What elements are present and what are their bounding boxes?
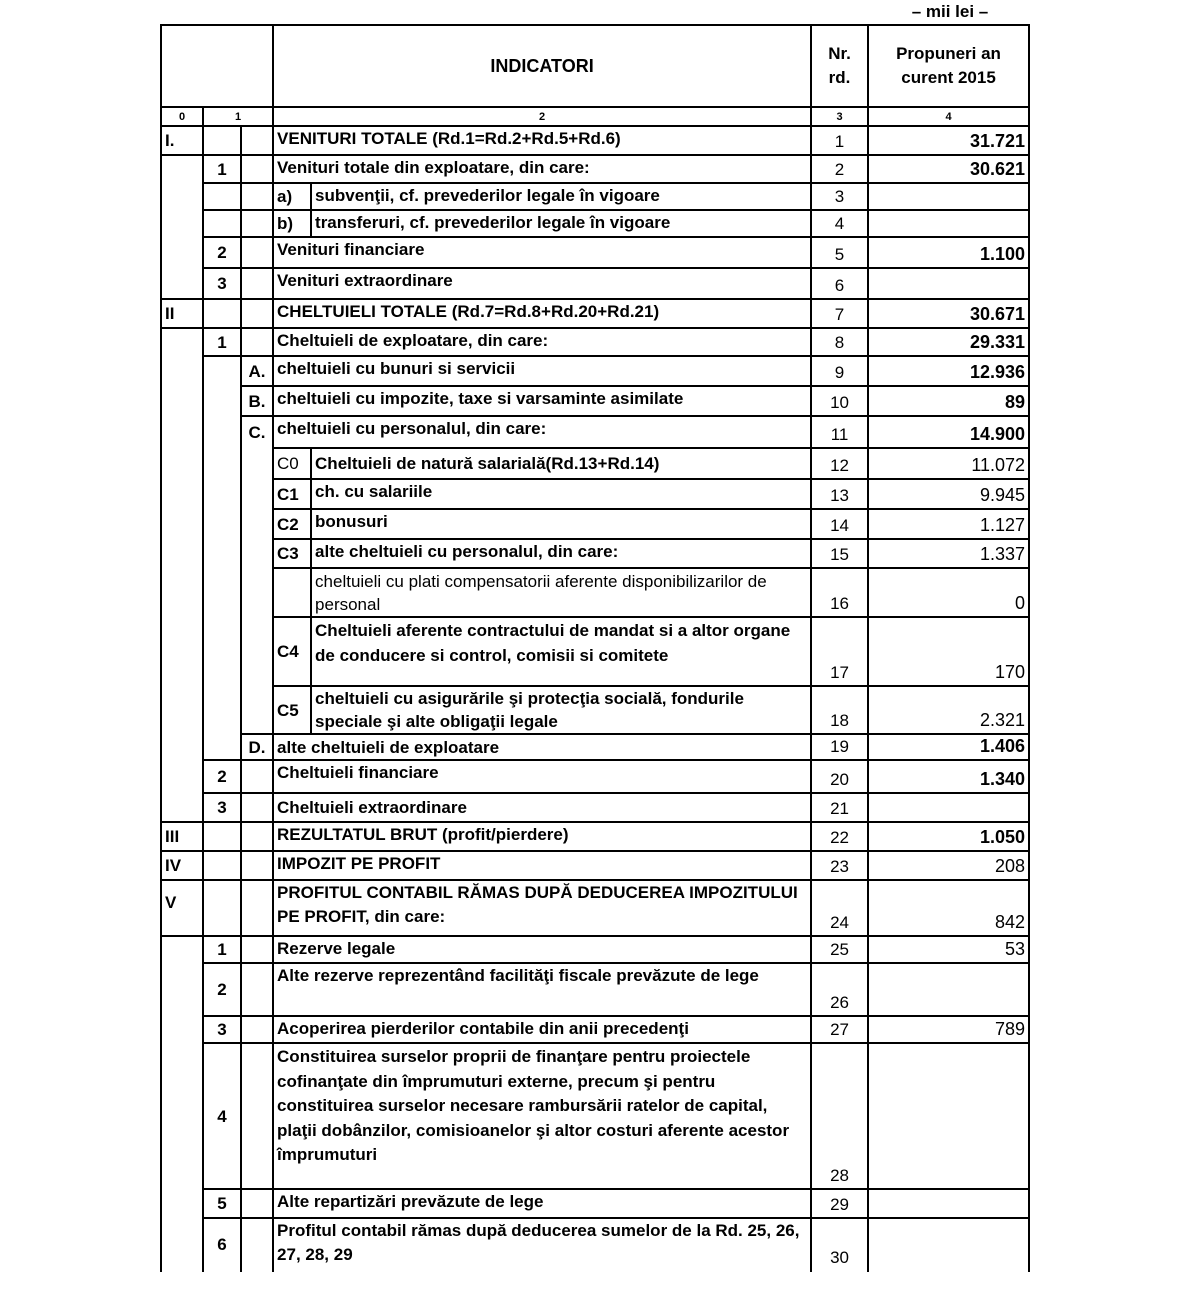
row-number: 25 [811,936,868,963]
row-number: 23 [811,851,868,880]
value-cell: 12.936 [868,356,1029,386]
indicator-text: alte cheltuieli de exploatare [273,734,811,760]
table-row [161,1016,1029,1043]
sub-code: C1 [273,479,311,509]
value-cell: 1.100 [868,237,1029,268]
sub-index: 2 [203,963,241,1016]
column-index-row [161,107,1029,126]
value-cell: 1.340 [868,760,1029,793]
value-cell [868,793,1029,822]
roman-index: IV [161,851,203,880]
indicator-text: Venituri extraordinare [273,268,811,299]
table-row [161,183,1029,210]
row-number: 30 [811,1218,868,1271]
value-cell: 14.900 [868,416,1029,448]
indicator-text: cheltuieli cu impozite, taxe si varsaminte asimilate [273,386,811,416]
table-row [161,386,1029,416]
row-number: 8 [811,328,868,356]
row-number: 11 [811,416,868,448]
table-row [161,210,1029,237]
sub-index: 2 [203,237,241,268]
value-cell: 11.072 [868,448,1029,479]
indicator-text: transferuri, cf. prevederilor legale în vigoare [311,210,811,237]
table-row [161,734,1029,760]
col-index-4: 4 [868,107,1029,126]
row-number: 15 [811,539,868,568]
value-cell: 89 [868,386,1029,416]
col-index-2: 2 [273,107,811,126]
table-row [161,416,1029,448]
row-number: 2 [811,155,868,183]
indicator-text: subvenţii, cf. prevederilor legale în vigoare [311,183,811,210]
value-cell: 842 [868,880,1029,936]
sub-code [273,568,311,617]
value-cell: 1.406 [868,734,1029,760]
row-number: 9 [811,356,868,386]
row-number: 18 [811,686,868,734]
budget-table [160,24,1030,1272]
value-cell: 170 [868,617,1029,686]
col-index-3: 3 [811,107,868,126]
sub-letter: b) [273,210,311,237]
table-row [161,617,1029,686]
table-row [161,760,1029,793]
row-number: 3 [811,183,868,210]
row-number: 12 [811,448,868,479]
row-number: 21 [811,793,868,822]
col-index-1: 1 [203,107,273,126]
row-number: 19 [811,734,868,760]
row-number: 24 [811,880,868,936]
letter-index: A. [241,356,273,386]
value-cell: 1.337 [868,539,1029,568]
row-number: 26 [811,963,868,1016]
table-row [161,568,1029,617]
indicator-text: CHELTUIELI TOTALE (Rd.7=Rd.8+Rd.20+Rd.21) [273,299,811,328]
table-row [161,237,1029,268]
roman-index: I. [161,126,203,155]
sub-index: 6 [203,1218,241,1271]
row-number: 20 [811,760,868,793]
indicator-text: Profitul contabil rămas după deducerea sumelor de la Rd. 25, 26, 27, 28, 29 [273,1218,811,1271]
indicator-text: cheltuieli cu personalul, din care: [273,416,811,448]
table-row [161,126,1029,155]
unit-label: – mii lei – [911,2,989,21]
value-cell [868,963,1029,1016]
indicator-text: REZULTATUL BRUT (profit/pierdere) [273,822,811,851]
sub-index: 3 [203,268,241,299]
sub-index: 1 [203,155,241,183]
letter-index: B. [241,386,273,416]
value-cell [868,268,1029,299]
indicator-text: Constituirea surselor proprii de finanţare pentru proiectele cofinanţate din împrumuturi externe, precum şi pentru constituirea surselor necesare rambursării ratelor de capital, plaţii dobânzilor, comisioanelor şi altor costuri aferente acestor împrumuturi [273,1043,811,1189]
table-row [161,851,1029,880]
sub-index: 2 [203,760,241,793]
sub-index: 3 [203,1016,241,1043]
value-cell: 1.050 [868,822,1029,851]
sub-index: 1 [203,328,241,356]
value-cell: 30.671 [868,299,1029,328]
indicator-text: Cheltuieli aferente contractului de mandat si a altor organe de conducere si control, comisii si comitete [311,617,811,686]
indicator-text: Cheltuieli de natură salarială(Rd.13+Rd.14) [311,448,811,479]
row-number: 13 [811,479,868,509]
row-number: 17 [811,617,868,686]
value-cell: 31.721 [868,126,1029,155]
sub-code: C3 [273,539,311,568]
row-number: 22 [811,822,868,851]
col-index-0: 0 [161,107,203,126]
roman-index: V [161,880,203,936]
indicator-text: Cheltuieli de exploatare, din care: [273,328,811,356]
value-cell [868,1189,1029,1218]
value-cell: 29.331 [868,328,1029,356]
table-row [161,936,1029,963]
sub-index: 5 [203,1189,241,1218]
value-cell [868,1043,1029,1189]
table-row [161,155,1029,183]
row-number: 14 [811,509,868,539]
value-cell: 30.621 [868,155,1029,183]
table-row [161,448,1029,479]
table-row [161,686,1029,734]
table-row [161,880,1029,936]
row-number: 6 [811,268,868,299]
row-number: 28 [811,1043,868,1189]
header-propuneri: Propuneri an curent 2015 [868,25,1029,107]
sub-code: C2 [273,509,311,539]
table-row [161,793,1029,822]
value-cell [868,210,1029,237]
indicator-text: Acoperirea pierderilor contabile din anii precedenţi [273,1016,811,1043]
table-row [161,1043,1029,1189]
table-row [161,328,1029,356]
table-row [161,479,1029,509]
row-number: 5 [811,237,868,268]
value-cell: 1.127 [868,509,1029,539]
roman-index: II [161,299,203,328]
indicator-text: cheltuieli cu asigurările şi protecţia socială, fondurile speciale şi alte obligaţii legale [311,686,811,734]
table-row [161,509,1029,539]
row-number: 29 [811,1189,868,1218]
sub-code: C0 [273,448,311,479]
table-row [161,963,1029,1016]
value-cell: 0 [868,568,1029,617]
sub-code: C4 [273,617,311,686]
sub-letter: a) [273,183,311,210]
table-body [161,25,1029,1271]
value-cell: 789 [868,1016,1029,1043]
letter-index: C. [241,416,273,448]
indicator-text: IMPOZIT PE PROFIT [273,851,811,880]
row-number: 7 [811,299,868,328]
indicator-text: Venituri totale din exploatare, din care: [273,155,811,183]
value-cell [868,1218,1029,1271]
header-row [161,25,1029,107]
indicator-text: cheltuieli cu bunuri si servicii [273,356,811,386]
sub-code: C5 [273,686,311,734]
value-cell: 53 [868,936,1029,963]
indicator-text: ch. cu salariile [311,479,811,509]
roman-index: III [161,822,203,851]
table-row [161,822,1029,851]
row-number: 10 [811,386,868,416]
table-row [161,268,1029,299]
indicator-text: Cheltuieli financiare [273,760,811,793]
table-row [161,1218,1029,1271]
row-number: 16 [811,568,868,617]
table-row [161,356,1029,386]
letter-index: D. [241,734,273,760]
indicator-text: bonusuri [311,509,811,539]
indicator-text: Alte repartizări prevăzute de lege [273,1189,811,1218]
value-cell: 2.321 [868,686,1029,734]
indicator-text: Venituri financiare [273,237,811,268]
table-row [161,299,1029,328]
row-number: 27 [811,1016,868,1043]
header-indicatori: INDICATORI [273,25,811,107]
table-row [161,1189,1029,1218]
row-number: 1 [811,126,868,155]
indicator-text: alte cheltuieli cu personalul, din care: [311,539,811,568]
header-nr-rd: Nr. rd. [811,25,868,107]
sub-index: 3 [203,793,241,822]
sub-index: 1 [203,936,241,963]
indicator-text: VENITURI TOTALE (Rd.1=Rd.2+Rd.5+Rd.6) [273,126,811,155]
indicator-text: Rezerve legale [273,936,811,963]
table-row [161,539,1029,568]
value-cell: 9.945 [868,479,1029,509]
row-number: 4 [811,210,868,237]
sub-index: 4 [203,1043,241,1189]
indicator-text: Alte rezerve reprezentând facilităţi fiscale prevăzute de lege [273,963,811,1016]
value-cell: 208 [868,851,1029,880]
value-cell [868,183,1029,210]
indicator-text: cheltuieli cu plati compensatorii aferente disponibilizarilor de personal [311,568,811,617]
indicator-text: PROFITUL CONTABIL RĂMAS DUPĂ DEDUCEREA IMPOZITULUI PE PROFIT, din care: [273,880,811,936]
indicator-text: Cheltuieli extraordinare [273,793,811,822]
